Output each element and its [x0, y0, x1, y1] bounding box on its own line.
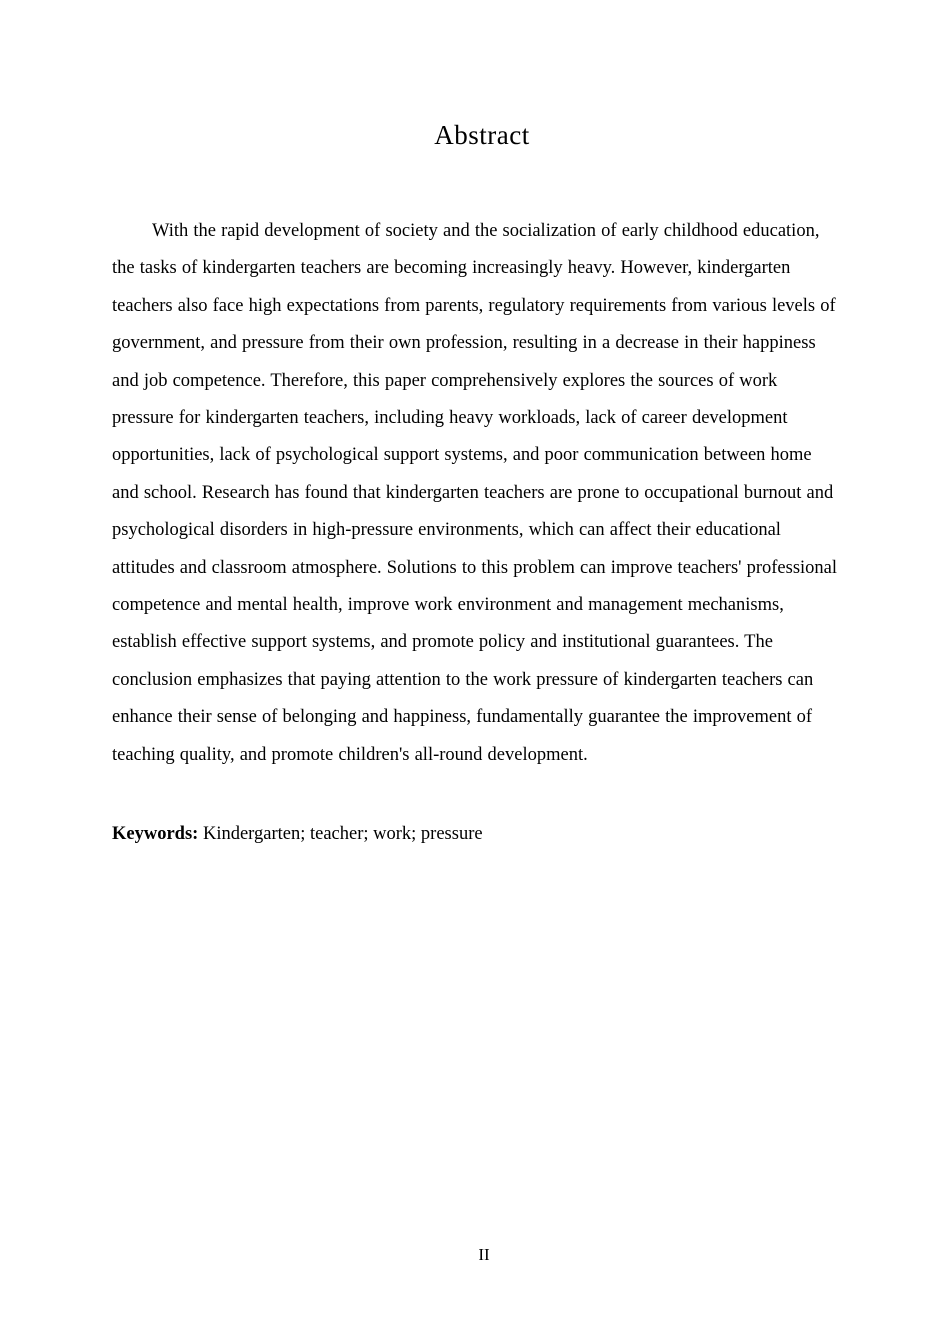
keywords-text: Kindergarten; teacher; work; pressure [198, 824, 483, 844]
abstract-paragraph: With the rapid development of society and the socialization of early childhood education, the tasks of kindergarten teachers are becoming increasingly heavy. However, kindergarten teachers also face high expectations from parents, regulatory requirements from various levels of government, and pressure from their own profession, resulting in a decrease in their happiness and job competence. Therefore, this paper comprehensively explores the sources of work pressure for kindergarten teachers, including heavy workloads, lack of career development opportunities, lack of psychological support systems, and poor communication between home and school. Research has found that kindergarten teachers are prone to occupational burnout and psychological disorders in high-pressure environments, which can affect their educational attitudes and classroom atmosphere. Solutions to this problem can improve teachers' professional competence and mental health, improve work environment and management mechanisms, establish effective support systems, and promote policy and institutional guarantees. The conclusion emphasizes that paying attention to the work pressure of kindergarten teachers can enhance their sense of belonging and happiness, fundamentally guarantee the improvement of teaching quality, and promote children's all-round development. [112, 221, 838, 765]
keywords-label: Keywords: [112, 824, 199, 844]
page-number: II [478, 1245, 490, 1264]
page-title: Abstract [434, 120, 530, 150]
keywords-line [112, 816, 842, 853]
